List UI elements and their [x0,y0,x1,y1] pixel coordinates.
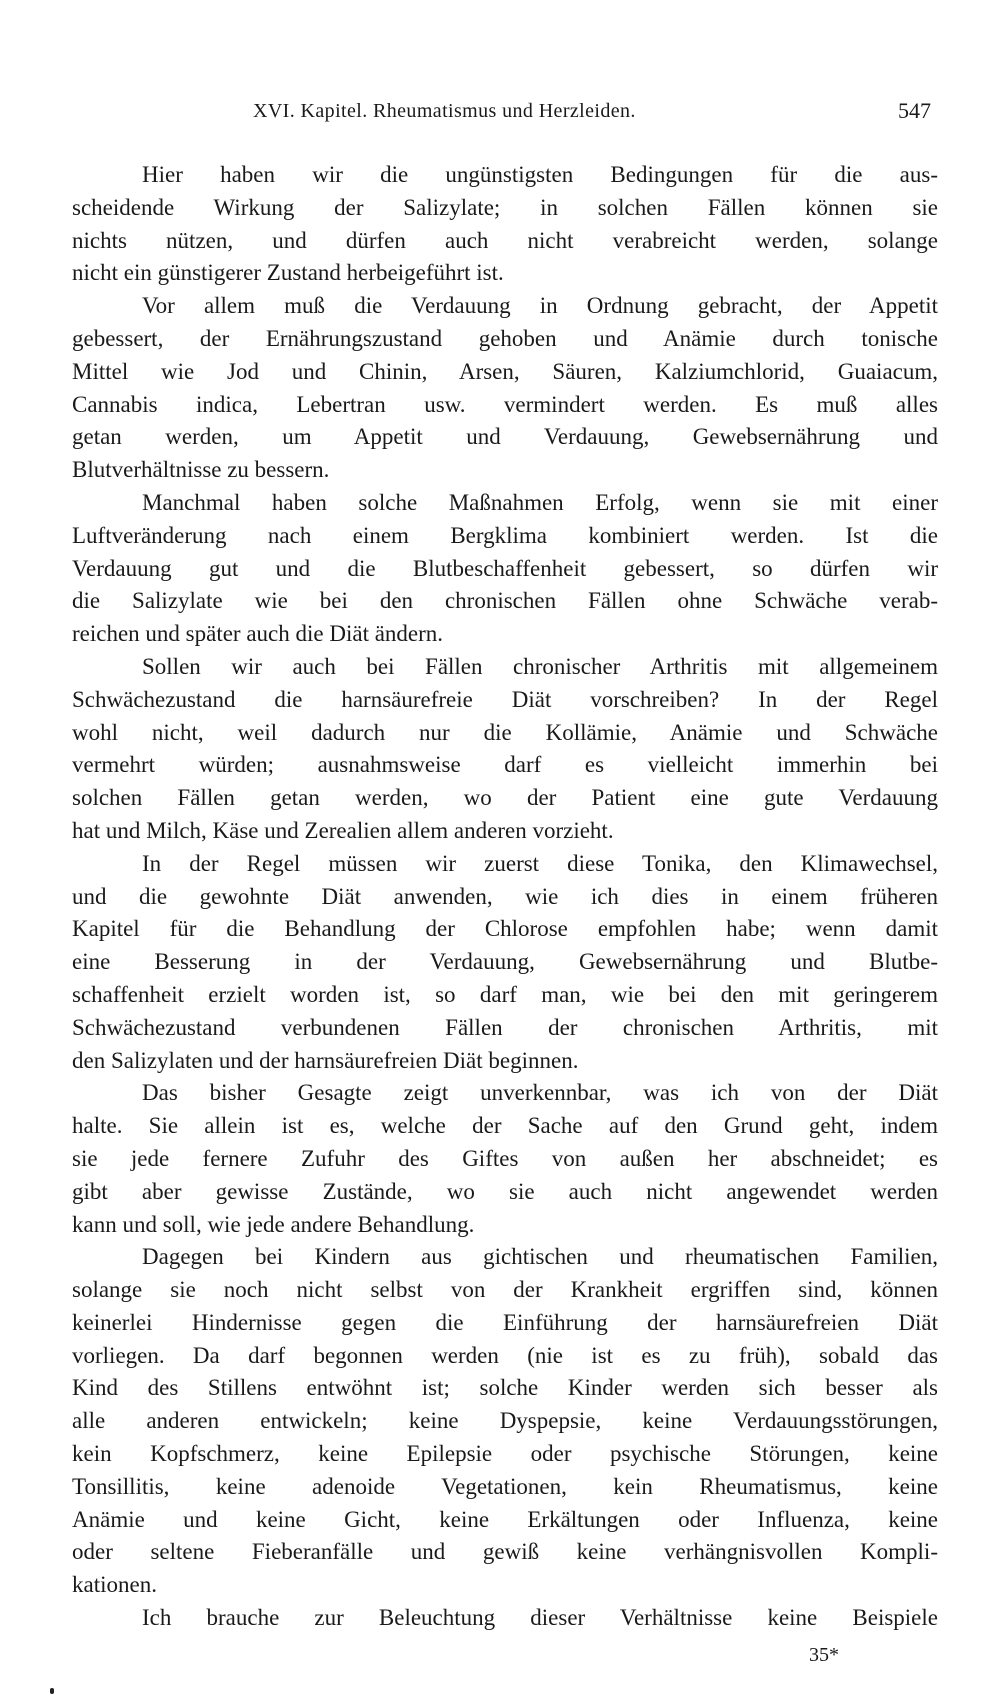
text-line: Blutverhältnisse zu bessern. [72,457,330,483]
paragraph [72,1602,938,1635]
page-number: 547 [898,98,931,123]
paragraph [72,651,938,848]
text-line: Luftveränderung nach einem Bergklima kombiniert werden. Ist die [72,522,938,548]
text-line: solchen Fällen getan werden, wo der Patient eine gute Verdauung [72,785,938,811]
text-line: den Salizylaten und der harnsäurefreien Diät beginnen. [72,1047,579,1073]
text-line: die Salizylate wie bei den chronischen Fällen ohne Schwäche verab- [72,588,938,614]
text-line: solange sie noch nicht selbst von der Krankheit ergriffen sind, können [72,1277,938,1303]
paragraph [72,290,938,487]
text-line: und die gewohnte Diät anwenden, wie ich dies in einem früheren [72,883,938,909]
text-line: wohl nicht, weil dadurch nur die Kollämie, Anämie und Schwäche [72,719,938,745]
paragraph [72,1241,938,1602]
text-line: reichen und später auch die Diät ändern. [72,621,444,647]
text-line: Manchmal haben solche Maßnahmen Erfolg, wenn sie mit einer [142,489,938,515]
text-line: nichts nützen, und dürfen auch nicht verabreicht werden, solange [72,227,938,253]
running-title: XVI. Kapitel. Rheumatismus und Herzleiden. [253,100,636,122]
text-line: Kapitel für die Behandlung der Chlorose empfohlen habe; wenn damit [72,916,938,942]
text-line: Schwächezustand verbundenen Fällen der chronischen Arthritis, mit [72,1014,938,1040]
text-line: Tonsillitis, keine adenoide Vegetationen, kein Rheumatismus, keine [72,1473,938,1499]
text-line: scheidende Wirkung der Salizylate; in solchen Fällen können sie [72,194,938,220]
text-line: oder seltene Fieberanfälle und gewiß keine verhängnisvollen Kompli- [72,1539,938,1565]
text-line: Sollen wir auch bei Fällen chronischer Arthritis mit allgemeinem [142,653,938,679]
text-line: gebessert, der Ernährungszustand gehoben und Anämie durch tonische [72,325,938,351]
text-line: kein Kopfschmerz, keine Epilepsie oder psychische Störungen, keine [72,1441,938,1467]
text-line: schaffenheit erzielt worden ist, so darf man, wie bei den mit geringerem [72,981,938,1007]
text-line: Das bisher Gesagte zeigt unverkennbar, was ich von der Diät [142,1080,938,1106]
text-line: getan werden, um Appetit und Verdauung, Gewebsernährung und [72,424,938,450]
paragraph [72,487,938,651]
text-line: Dagegen bei Kindern aus gichtischen und rheumatischen Familien, [142,1244,938,1270]
text-line: Kind des Stillens entwöhnt ist; solche Kinder werden sich besser als [72,1375,938,1401]
text-line: Ich brauche zur Beleuchtung dieser Verhältnisse keine Beispiele [142,1605,938,1631]
text-line: kann und soll, wie jede andere Behandlung. [72,1211,475,1237]
text-line: Hier haben wir die ungünstigsten Bedingungen für die aus- [142,162,938,187]
text-line: Vor allem muß die Verdauung in Ordnung gebracht, der Appetit [142,293,938,319]
paragraph [72,1077,938,1241]
text-line: sie jede fernere Zufuhr des Giftes von außen her abschneidet; es [72,1145,938,1171]
text-line: nicht ein günstigerer Zustand herbeigeführt ist. [72,260,504,286]
body-text [72,159,938,1635]
paragraph [72,848,938,1078]
text-line: Mittel wie Jod und Chinin, Arsen, Säuren, Kalziumchlorid, Guaiacum, [72,358,938,384]
paragraph [72,159,938,290]
text-line: keinerlei Hindernisse gegen die Einführung der harnsäurefreien Diät [72,1309,938,1335]
text-line: Anämie und keine Gicht, keine Erkältungen oder Influenza, keine [72,1506,938,1532]
text-line: In der Regel müssen wir zuerst diese Tonika, den Klimawechsel, [142,850,938,876]
text-line: eine Besserung in der Verdauung, Gewebsernährung und Blutbe- [72,949,938,975]
text-line: kationen. [72,1572,157,1598]
text-line: halte. Sie allein ist es, welche der Sache auf den Grund geht, indem [72,1113,938,1139]
text-line: Schwächezustand die harnsäurefreie Diät vorschreiben? In der Regel [72,686,938,712]
print-speck [50,1688,54,1694]
text-line: gibt aber gewisse Zustände, wo sie auch nicht angewendet werden [72,1178,938,1204]
text-line: vorliegen. Da darf begonnen werden (nie ist es zu früh), sobald das [72,1342,938,1368]
text-line: Verdauung gut und die Blutbeschaffenheit gebessert, so dürfen wir [72,555,938,581]
text-line: vermehrt würden; ausnahmsweise darf es vielleicht immerhin bei [72,752,938,778]
text-line: Cannabis indica, Lebertran usw. vermindert werden. Es muß alles [72,391,938,417]
text-line: alle anderen entwickeln; keine Dyspepsie, keine Verdauungsstörungen, [72,1408,938,1434]
signature-mark: 35* [809,1644,839,1666]
text-line: hat und Milch, Käse und Zerealien allem anderen vorzieht. [72,817,614,843]
